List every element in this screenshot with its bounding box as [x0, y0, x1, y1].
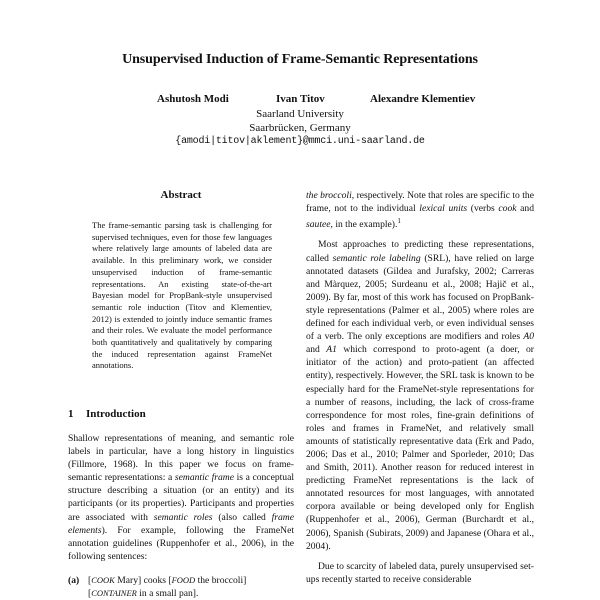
role-label: COOK — [91, 575, 115, 585]
section-heading — [68, 408, 146, 420]
role-label: FOOD — [171, 575, 196, 585]
text-run: is a conceptual structure describing a situation (or an entity) and its participants (or its properties). Participants and properties are associated with — [68, 472, 295, 523]
section-title: Introduction — [86, 408, 146, 420]
text-run: Mary] cooks [ — [114, 575, 172, 586]
text-run: (also called — [212, 511, 272, 523]
text-run: Most approaches to predicting these representations, called — [306, 239, 534, 264]
affiliation: Saarland University — [256, 108, 344, 120]
author-name: Ashutosh Modi — [157, 93, 229, 105]
section-number: 1 — [68, 408, 74, 420]
footnote-mark[interactable]: 1 — [397, 217, 401, 226]
text-run: the broccoli] — [195, 575, 247, 586]
text-run: sautee — [306, 219, 331, 231]
text-run: (verbs — [467, 203, 499, 215]
role-label: CONTAINER — [91, 588, 137, 599]
text-run: and — [306, 344, 327, 356]
text-run: , in the example). — [330, 219, 398, 231]
text-run: A1 — [326, 344, 337, 356]
text-run: Shallow representations of meaning, and semantic role labels in particular, have a long history in linguistics (Fillmore, 1968). In this paper we focus on frame-semantic representations: a — [68, 433, 294, 484]
author-name: Alexandre Klementiev — [370, 93, 476, 105]
text-run: semantic roles — [153, 511, 213, 523]
author-email[interactable]: {amodi|titov|aklement}@mmci.uni-saarland.de — [175, 136, 425, 147]
text-run: in a small pan]. — [136, 588, 199, 600]
introduction-paragraph — [68, 432, 294, 563]
right-column — [306, 189, 534, 586]
paragraph — [306, 238, 534, 552]
paper-title: Unsupervised Induction of Frame-Semantic Representations — [122, 52, 478, 67]
text-run: lexical units — [419, 203, 468, 215]
abstract-text: The frame-semantic parsing task is challenging for supervised techniques, even for those few languages where relatively large amounts of labeled data are available. In this preliminary work, we consider unsupervised induction of frame-semantic representations. An existing state-of-the-art Bayesian model for PropBank-style unsupervised semantic role induction (Titov and Klementiev, 2012) is extended to jointly induce semantic frames and their roles. We evaluate the model performance both quantitatively and qualitatively by comparing the induced representation against FrameNet annotations. — [92, 220, 272, 371]
text-run: cook — [498, 203, 517, 215]
author-name: Ivan Titov — [276, 93, 325, 105]
example-label: (a) — [68, 575, 80, 586]
text-run: semantic frame — [174, 472, 234, 484]
text-run: (SRL), have relied on large annotated datasets (Gildea and Jurafsky, 2002; Carreras and Màrquez, 2005; Surdeanu et al., 2008; Hajič et al., 2009). By far, most of this work has focused on PropBank-style representations (Palmer et al., 2005) where roles are defined for each individual verb, or even individual senses of a verb. The only exceptions are modifiers and roles — [306, 252, 534, 343]
example-sentence: (a) [COOK Mary] cooks [FOOD the broccoli] [CONTAINER in a small pan]. — [68, 575, 247, 600]
abstract-heading: Abstract — [160, 189, 202, 201]
paragraph — [306, 189, 534, 231]
text-run: and — [516, 203, 534, 215]
paragraph: Due to scarcity of labeled data, purely unsupervised set-ups recently started to receive considerable — [306, 560, 534, 585]
text-run: semantic role labeling — [332, 252, 421, 264]
location: Saarbrücken, Germany — [249, 122, 351, 134]
text-run: the broccoli — [306, 190, 352, 201]
text-run: , respectively. Note that roles are specific to the frame, not to the individual — [306, 190, 534, 215]
text-run: A0 — [523, 331, 534, 343]
text-run: which correspond to proto-agent (a doer, or initiator of the action) and proto-patient (an affected entity), respectively. However, the SRL task is known to be especially hard for the FrameNet-style representations for a number of reasons, including, the lack of cross-frame correspondence for most roles, fine-grain definitions of roles and frames in FrameNet, and relatively small amounts of statistically representative data (Erk and Pado, 2006; Das et al., 2010; Palmer and Sporleder, 2010; Das and Smith, 2011). Another reason for reduced interest in predicting FrameNet representations is the lack of annotated resources for most languages, with annotated corpora available or being developed only for English (Ruppenhofer et al., 2006), German (Burchardt et al., 2006), Spanish (Subirats, 2009) and Japanese (Ohara et al., 2004). — [306, 344, 534, 552]
author-list — [0, 93, 600, 109]
text-run: frame elements — [68, 511, 294, 536]
text-run: ). For example, following the FrameNet annotation guidelines (Ruppenhofer et al., 2006), in the following sentences: — [68, 524, 294, 562]
